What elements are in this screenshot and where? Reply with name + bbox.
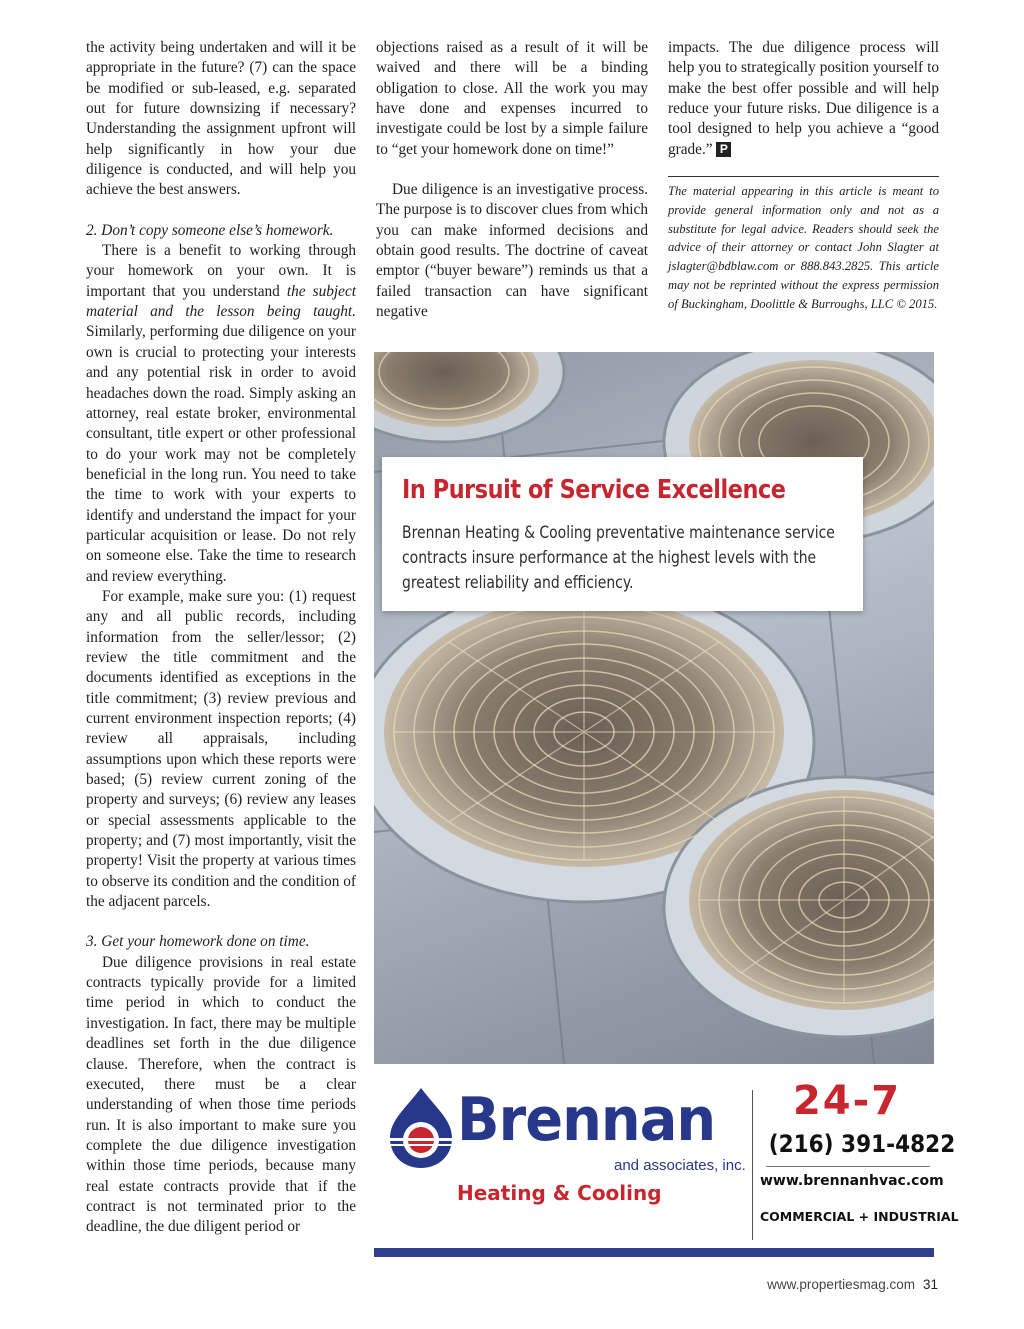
ad-brand-block (374, 1064, 959, 1244)
paragraph: the activity being undertaken and will it be appropriate in the future? (7) can the space be modified or sub-leased, e.g. separated out for future downsizing if necessary? Understanding the assignment upfront will help significantly in how your due diligence is conducted, and will help you achieve the best answers. (86, 39, 356, 199)
flame-logo-icon (388, 1086, 454, 1170)
paragraph: impacts. The due diligence process will help you to strategically position yourself to make the best offer possible and will help reduce your future risks. Due diligence is a tool designed to help you achieve a “good grade.” P (668, 39, 939, 158)
page-number: 31 (922, 1277, 938, 1292)
divider (752, 1090, 753, 1240)
fan-top-left (374, 352, 564, 442)
page-footer (767, 1277, 938, 1292)
paragraph: Due diligence provisions in real estate contracts typically provide for a limited time period in which to conduct the investigation. In fact, there may be multiple deadlines set forth in the due diligence clause. Therefore, when the contract is executed, there must be a clear understanding of when those time periods run. It is also important to make sure you complete the due diligence investigation within those time periods, because many real estate contracts provide that if the contract is not terminated prior to the deadline, the due diligent period or (86, 953, 356, 1236)
section-heading-3: 3. Get your homework done on time. (86, 933, 310, 951)
service-sectors: COMMERCIAL + INDUSTRIAL (760, 1209, 959, 1224)
paragraph: For example, make sure you: (1) request any and all public records, including information from the seller/lessor; (2) review the title commitment and the documents identified as exceptions in the title commitment; (3) review previous and current environment inspection reports; (4) review all appraisals, including assumptions upon which these reports were based; (5) review current zoning of the property and surveys; (6) review any leases or special assessments applicable to the property; and (7) most importantly, visit the property! Visit the property at various times to observe its condition and the condition of the adjacent parcels. (86, 587, 356, 911)
paragraph: There is a benefit to working through your homework on your own. It is important that you understand the subject material and the lesson being taught. Similarly, performing due diligence on your own is crucial to protecting your interests and any potential risk in order to avoid headaches down the road. Simply asking an attorney, real estate broker, environmental consultant, title expert or other professional to do your work may not be completely beneficial in the long run. You need to take the time to work with your experts to identify and understand the impact for your particular acquisition or lease. Do not rely on someone else. Take the time to research and review everything. (86, 242, 357, 585)
website-link[interactable]: www.brennanhvac.com (760, 1173, 944, 1189)
service-hours: 24-7 (792, 1078, 902, 1124)
phone-number[interactable]: (216) 391-4822 (768, 1130, 956, 1158)
paragraph: objections raised as a result of it will be waived and there will be a binding obligation to close. All the work you may have done and expenses incurred to investigate could be lost by a simple failure to “get your homework done on time!” (376, 39, 648, 158)
brand-tagline: Heating & Cooling (457, 1181, 662, 1205)
section-heading-2: 2. Don’t copy someone else’s homework. (86, 221, 334, 239)
article-column-3 (668, 38, 939, 160)
article-column-2 (376, 38, 648, 322)
brand-name: Brennan (457, 1085, 716, 1155)
end-mark-icon: P (716, 142, 731, 157)
ad-bottom-bar (374, 1248, 934, 1257)
ad-body-text: Brennan Heating & Cooling preventative maintenance service contracts insure performance at the highest levels with the greatest reliability and efficiency. (402, 523, 835, 593)
legal-disclaimer: The material appearing in this article is meant to provide general information only and not as a substitute for legal advice. Readers should seek the advice of their attorney or contact John Slagter at jslagter@bdblaw.com or 888.843.2825. This article may not be reprinted without the express permission of Buckingham, Doolittle & Burroughs, LLC © 2015. (668, 176, 939, 314)
ad-headline: In Pursuit of Service Excellence (402, 475, 786, 505)
paragraph: Due diligence is an investigative process. The purpose is to discover clues from which you can make informed decisions and obtain good results. The doctrine of caveat emptor (“buyer beware”) reminds us that a failed transaction can have significant negative (376, 181, 648, 321)
ad-banner (382, 457, 863, 611)
brand-subtitle: and associates, inc. (614, 1157, 746, 1174)
divider (766, 1166, 930, 1167)
article-column-1 (86, 38, 356, 1238)
footer-site-link[interactable]: www.propertiesmag.com (767, 1277, 915, 1292)
